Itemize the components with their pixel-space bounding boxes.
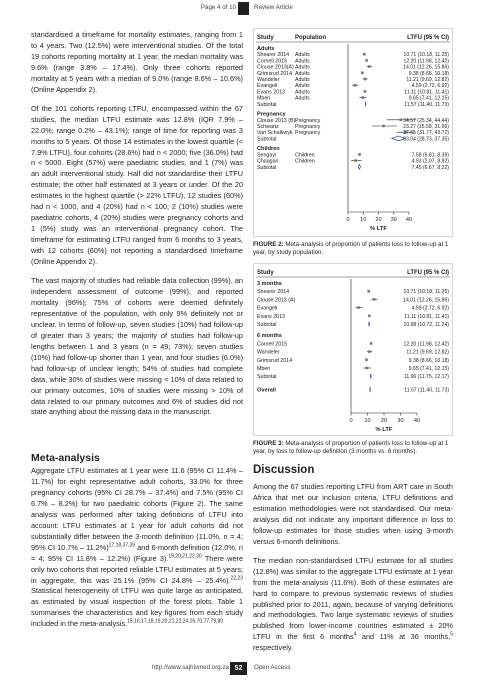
x-axis-label: % LTF (370, 226, 387, 232)
ref[interactable]: 15,16,17,18,19,20,21,22,24,26,70,77,79,80 (127, 618, 224, 625)
point-estimate (368, 350, 371, 353)
col-header-ci: LTFU (95 % CI) (407, 270, 449, 276)
figure-2-label: FIGURE 2: (253, 241, 284, 248)
study-ci: 23.27 (15.58, 31.96) (403, 124, 449, 130)
figure-2-svg (253, 28, 453, 238)
point-estimate (373, 298, 376, 301)
study-ci: 4.59 (2.72, 6.92) (411, 305, 449, 312)
study-ci: 9.38 (8.66, 10.18) (408, 70, 449, 77)
study-ci: 34.57 (25.34, 44.44) (403, 117, 449, 124)
group-label: 6 months (257, 333, 282, 340)
point-estimate (382, 125, 385, 128)
study-name: Schwartz (257, 124, 279, 130)
figure-3-forest-plot (253, 263, 453, 437)
open-access-label: Open Access (254, 664, 291, 671)
subtotal-diamond (365, 101, 366, 106)
study-ci: 11.21 (9.69, 12.82) (406, 77, 449, 83)
study-ci: 4.59 (2.72, 6.92) (411, 83, 449, 90)
disc-text-b: and 11% at 36 months, (356, 632, 451, 642)
point-estimate (399, 119, 402, 122)
figure-2-caption (253, 241, 453, 258)
study-population: Pregnancy (295, 117, 321, 124)
group-label: Children (257, 146, 280, 153)
study-ci: 7.58 (6.81, 8.39) (411, 152, 449, 159)
point-estimate (354, 159, 357, 162)
x-tick-label: 0 (346, 217, 350, 223)
study-ci: 37.65 (31.77, 43.72) (403, 130, 449, 137)
study-population: Adults (295, 77, 310, 83)
study-name: Cornell 2015 (257, 341, 288, 348)
ref[interactable]: 5 (450, 631, 453, 638)
ref[interactable]: 4 (353, 631, 357, 638)
study-name: Van Schalkwyk (257, 130, 293, 137)
point-estimate (364, 78, 367, 81)
subtotal-label: Subtotal (257, 101, 277, 108)
col-header-study: Study (257, 35, 274, 41)
disc-text-a: The median non-standardised LTFU estimate for all studies (12.8%) was similar to the aggregate LTFU estimate at 1 year from the meta-analysis (11.6%). Both of these estimates are hard to compare to previous systematic reviews of studies published prior to 2011, again, because of varying definitions and methodologies. Two large systematic reviews of studies published from lower-income countries estimated ± 20% LTFU in the first 6 months (253, 555, 453, 642)
overall-ci: 11.57 (11.40, 11.73) (404, 387, 449, 394)
overall-diamond (370, 387, 371, 392)
study-name: Mberi (257, 95, 271, 102)
point-estimate (357, 306, 360, 309)
study-name: Chaagan (257, 158, 279, 165)
subtotal-diamond (369, 322, 370, 327)
col-header-study: Study (257, 270, 274, 276)
x-tick-label: 40 (413, 418, 421, 424)
col-header-population: Population (295, 35, 326, 41)
point-estimate (354, 84, 357, 87)
figure-3-caption (253, 440, 453, 457)
point-estimate (367, 290, 370, 293)
left-column-text (31, 30, 243, 426)
meta-analysis-heading: Meta-analysis (31, 452, 100, 464)
figure-3-label: FIGURE 3: (253, 440, 284, 447)
x-tick-label: 10 (364, 418, 371, 424)
discussion-heading: Discussion (253, 464, 315, 476)
study-population: Pregnancy (295, 124, 321, 130)
subtotal-ci: 7.45 (6.67, 8.22) (411, 164, 449, 171)
study-name: Sengayi (257, 152, 277, 159)
point-estimate (361, 96, 364, 99)
page-footer (0, 661, 480, 677)
page-header (0, 0, 480, 20)
x-tick-label: 30 (397, 418, 404, 424)
x-tick-label: 40 (405, 217, 413, 223)
discussion-text (253, 482, 453, 662)
study-population: Adults (295, 95, 310, 102)
meta-text-b: and 6-month definition (12.0%, n = 4; 95% CI 11.8% – 12.2%) (Figure 3). (31, 542, 243, 563)
study-ci: 9.38 (8.66, 10.18) (408, 357, 449, 364)
point-estimate (365, 359, 368, 362)
subtotal-ci: 33.04 (28.73, 37.35) (403, 136, 449, 143)
group-label: Adults (257, 46, 275, 52)
figure-2-forest-plot (253, 28, 453, 238)
page-number: 52 (230, 662, 247, 675)
point-estimate (364, 90, 367, 93)
x-tick-label: 0 (349, 418, 353, 424)
group-label: 3 months (257, 281, 282, 287)
study-ci: 12.20 (11.98, 12.42) (403, 58, 449, 65)
study-ci: 10.71 (10.18, 11.25) (403, 52, 449, 59)
study-population: Adults (295, 89, 310, 96)
subtotal-label: Subtotal (257, 374, 277, 381)
point-estimate (358, 153, 361, 156)
study-ci: 10.71 (10.18, 11.25) (403, 289, 449, 296)
x-tick-label: 20 (375, 217, 382, 223)
paragraph-ltfu: Of the 101 cohorts reporting LTFU, encompassed within the 67 studies, the median LTFU estimate was 12.8% (IQR 7.9% – 22.0%; range 0.2% – 43.1%); range of time for reporting was 3 months to 5 years. Of those 14 estimates in the lowest quartile (< 7.9% LTFU), four cohorts (28.6%) had n < 2000; five (36.0%) had n < 5000. Eight (57%) were paediatric studies, and 1 (7%) was an adult interventional study. Half did not standardise their LTFU estimate; the other half estimated at 3 years or under. Of the 20 estimates in the highest quartile (> 22% LTFU), 12 studies (60%) had n < 1000, and 4 (20%) had n < 100; 2 (10%) studies were paediatric cohorts, 4 (20%) studies were pregnancy cohorts and 1 (5%) study was an interventional pregnancy cohort. The timeframe for estimating LTFU ranged from 6 months to 3 years, with 12 cohorts (60%) not reporting a standardised timeframe (Online Appendix 2). (31, 103, 243, 267)
study-ci: 11.11 (10.81, 11.41) (404, 313, 449, 320)
col-header-ci: LTFU (95 % CI) (407, 35, 449, 41)
paragraph-discussion-2 (253, 556, 453, 655)
study-name: Wandeler (257, 349, 280, 356)
meta-analysis-text (31, 466, 243, 638)
header-marker (238, 2, 249, 15)
study-population: Adults (295, 83, 310, 90)
study-ci: 9.65 (7.41, 12.15) (408, 366, 449, 372)
subtotal-label: Subtotal (257, 322, 277, 328)
paragraph-meta (31, 466, 243, 630)
subtotal-label: Subtotal (257, 136, 277, 143)
study-ci: 12.20 (11.98, 12.42) (403, 341, 449, 348)
study-name: Clouse 2013(A) (257, 64, 294, 71)
study-name: Mberi (257, 366, 271, 372)
study-name: Wandeler (257, 77, 280, 83)
paragraph-discussion-1: Among the 67 studies reporting LTFU from ART care in South Africa that met our inclusion criteria, LTFU definitions and estimation methodologies were not standardised. Our meta-analysis did not indicate any important difference in loss to follow-up estimates for those studies when using 3-month versus 6-month definitions. (253, 482, 453, 546)
study-name: Shearer 2014 (257, 52, 290, 59)
study-name: Evans 2013 (257, 313, 285, 320)
study-ci: 11.21 (9.69, 12.82) (406, 349, 449, 356)
group-label: Pregnancy (257, 111, 286, 118)
disc-text-c: respectively. (253, 643, 294, 653)
study-population: Adults (295, 58, 310, 65)
study-population: Adults (295, 64, 310, 71)
paragraph-quality: The vast majority of studies had reliable data collection (99%), an independent assessment of outcome (99%), and reported mortality (96%); 75% of cohorts were deemed definitely representative of the population, with only 9% definitely not or unclear. In terms of follow-up, seven studies (10%) had follow-up of greater than 3 years; the majority of studies had follow-up lengths between 1 and 3 years (n = 49; 73%); seven studies (10%) had follow-up shorter than 1 year, and four studies (6.0%) had follow-up of unclear length; 54% of studies had complete data, while 30% of studies were missing < 10% of data related to our primary outcomes, 10% of studies were missing > 10% of data related to our primary outcomes and 6% of studies did not state anything about the missing data in the manuscript. (31, 276, 243, 417)
point-estimate (368, 65, 371, 68)
study-name: Shearer 2014 (257, 289, 290, 296)
study-population: Pregnancy (295, 130, 321, 137)
study-ci: 9.65 (7.41, 12.15) (408, 95, 449, 102)
subtotal-ci: 11.57 (11.40, 11.73) (404, 101, 449, 108)
study-name: Evangeli (257, 305, 278, 312)
meta-text-a: Aggregate LTFU estimates at 1 year were 11.6 (95% CI 11.4% – 11.7%) for eight representative adult cohorts, 33.0% for three pregnancy cohorts (95% CI 28.7% – 37.4%) and 7.5% (95% CI 6.7% – 8.2%) for two paediatric cohorts (Figure 2). The same analysis was performed after taking definitions of LTFU into account: LTFU estimates at 1 year for adult cohorts did not substantially differ between the 3-month definition (11.0%, n = 4; 95% CI 10.7% – 11.2%) (31, 466, 243, 552)
x-axis-label: % LTF (375, 427, 393, 433)
page-indicator: Page 4 of 10 (200, 4, 236, 11)
study-name: Evans 2013 (257, 89, 285, 96)
study-name: Cornell 2015 (257, 58, 288, 65)
ref[interactable]: 17,18,37,39 (108, 542, 136, 549)
subtotal-ci: 11.96 (11.75, 12.17) (403, 374, 449, 381)
point-estimate (365, 59, 368, 62)
ref[interactable]: 22,23 (230, 575, 243, 582)
x-tick-label: 30 (390, 217, 397, 223)
subtotal-ci: 10.98 (10.72, 11.24) (403, 322, 449, 328)
ref[interactable]: 19,20,21,22,30 (168, 553, 202, 560)
section-title: Review Article (254, 4, 293, 11)
x-tick-label: 10 (360, 217, 367, 223)
study-name: Clouse 2013 (B) (257, 117, 296, 124)
paragraph-mortality: standardised a timeframe for mortality estimates, ranging from 1 to 4 years. Two (12.5%) were interventional studies. Of the total 19 cohorts reporting mortality at 1 year, the median mortality was 9.6% (range 3.8% – 17.4%). Only three cohorts reported mortality at 5 years with a median of 9.0% (range 8.6% – 10.6%) (Online Appendix 2). (31, 30, 243, 94)
meta-text-c: There were only two cohorts that reported reliable LTFU estimates at 5 years; in aggregate, this was 25.1% (95% CI 24.8% – 25.4%). (31, 553, 243, 585)
subtotal-label: Subtotal (257, 164, 277, 171)
subtotal-diamond (358, 164, 360, 169)
subtotal-diamond (370, 374, 371, 379)
study-population: Children (295, 158, 315, 165)
point-estimate (370, 342, 373, 345)
study-name: Evangeli (257, 83, 278, 90)
point-estimate (363, 53, 366, 56)
figure-3-caption-text: Meta-analysis of proportion of patients loss to follow-up at 1 year, by loss to follow-up definition (3 months vs. 6 months). (253, 440, 449, 456)
journal-url[interactable]: http://www.sajhivmed.org.za (151, 664, 229, 671)
meta-text-d: Statistical heterogeneity of LTFU was quite large as anticipated, as estimated by visual inspection of the forest plots. Table 1 summarises the characteristics and key figures from each study included in the meta-analysis. (31, 586, 243, 629)
study-population: Adults (295, 70, 310, 77)
figure-3-svg (253, 263, 453, 437)
study-ci: 14.01 (12.26, 15.86) (403, 297, 449, 304)
study-name: Grimsrud 2014 (257, 70, 293, 77)
study-ci: 11.11 (10.81, 11.41) (404, 89, 449, 96)
overall-label: Overall (257, 387, 276, 394)
study-population: Children (295, 152, 315, 159)
study-population: Adults (295, 52, 310, 59)
point-estimate (368, 315, 371, 318)
x-tick-label: 20 (380, 418, 388, 424)
point-estimate (361, 72, 364, 75)
study-ci: 4.93 (2.07, 8.92) (411, 158, 449, 165)
study-name: Clouse 2013 (A) (257, 297, 296, 304)
point-estimate (366, 367, 369, 370)
study-name: Grimsrud 2014 (257, 357, 293, 364)
study-ci: 14.01 (12.26, 15.86) (403, 64, 449, 71)
figure-2-caption-text: Meta-analysis of proportion of patients loss to follow-up at 1 year, by study population. (253, 241, 449, 257)
